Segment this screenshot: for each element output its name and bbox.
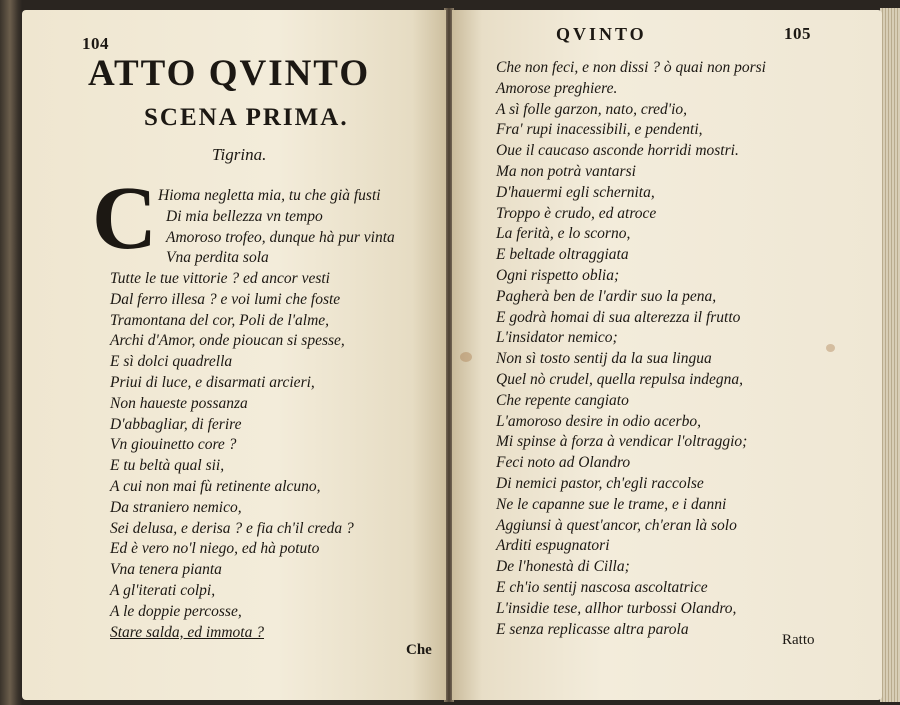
- ink-stain: [826, 344, 835, 352]
- cap-verse-lines: [158, 186, 395, 269]
- verse-line: La ferità, e lo scorno,: [496, 225, 631, 243]
- ink-stain: [460, 352, 472, 362]
- running-head: QVINTO: [556, 24, 647, 44]
- verse-line: De l'honestà di Cilla;: [496, 558, 630, 576]
- verse-line: Fra' rupi inacessibili, e pendenti,: [496, 121, 703, 139]
- verse-line: Hioma negletta mia, tu che già fusti: [158, 187, 381, 204]
- verse-line: Di mia bellezza vn tempo: [166, 207, 323, 225]
- right-page: [452, 10, 882, 700]
- verse-line: Feci noto ad Olandro: [496, 454, 631, 472]
- left-catchword: Che: [406, 642, 432, 658]
- verse-line: E senza replicasse altra parola: [496, 620, 689, 638]
- verse-line: Dal ferro illesa ? e voi lumi che foste: [110, 290, 341, 308]
- verse-line: D'abbagliar, di ferire: [110, 415, 242, 433]
- right-page-number: 105: [784, 24, 811, 43]
- verse-line: Da straniero nemico,: [110, 498, 242, 516]
- verse-line: Che non feci, e non dissi ? ò quai non porsi: [496, 59, 766, 76]
- right-verse-lines: [496, 58, 766, 640]
- verse-line: Oue il caucaso asconde horridi mostri.: [496, 142, 739, 160]
- verse-line: Troppo è crudo, ed atroce: [496, 204, 657, 222]
- verse-line: E sì dolci quadrella: [110, 353, 233, 371]
- verse-line: Priui di luce, e disarmati arcieri,: [110, 373, 315, 391]
- verse-line: Aggiunsi à quest'ancor, ch'eran là solo: [496, 516, 737, 534]
- scene-title: SCENA PRIMA.: [144, 104, 349, 131]
- verse-line: Quel nò crudel, quella repulsa indegna,: [496, 370, 743, 388]
- verse-line: E beltade oltraggiata: [496, 246, 629, 264]
- left-page: [22, 10, 446, 700]
- speaker-name: Tigrina.: [212, 145, 267, 164]
- verse-line: A gl'iterati colpi,: [110, 581, 216, 599]
- verse-line: E godrà homai di sua alterezza il frutto: [496, 308, 741, 326]
- verse-line: Vna perdita sola: [166, 249, 269, 267]
- verse-line: E tu beltà qual sii,: [110, 457, 225, 475]
- verse-line: D'hauermi egli schernita,: [496, 183, 655, 201]
- verse-line: Archi d'Amor, onde pioucan si spesse,: [110, 332, 345, 350]
- verse-line: Non haueste possanza: [110, 394, 248, 412]
- verse-line: Ogni rispetto oblia;: [496, 266, 620, 284]
- verse-line: Stare salda, ed immota ?: [110, 623, 264, 641]
- verse-line: Ne le capanne sue le trame, e i danni: [496, 495, 727, 513]
- left-verse-lines: [110, 269, 354, 643]
- verse-line: L'insidator nemico;: [496, 329, 618, 347]
- verse-line: E ch'io sentij nascosa ascoltatrice: [496, 578, 708, 596]
- verse-line: Sei delusa, e derisa ? e fia ch'il creda ?: [110, 519, 354, 537]
- verse-line: Pagherà ben de l'ardir suo la pena,: [496, 287, 717, 305]
- verse-line: A sì folle garzon, nato, cred'io,: [496, 100, 688, 118]
- verse-line: Vna tenera pianta: [110, 561, 222, 579]
- verse-line: Mi spinse à forza à vendicar l'oltraggio;: [496, 433, 748, 451]
- verse-line: Vn giouinetto core ?: [110, 436, 237, 454]
- verse-line: A le doppie percosse,: [110, 602, 242, 620]
- drop-cap: C: [92, 169, 157, 268]
- verse-line: L'amoroso desire in odio acerbo,: [496, 412, 701, 430]
- page-edges: [880, 8, 900, 702]
- verse-line: Ma non potrà vantarsi: [496, 162, 636, 180]
- verse-line: Amorose preghiere.: [496, 79, 618, 97]
- verse-line: Amoroso trofeo, dunque hà pur vinta: [166, 228, 395, 246]
- verse-line: L'insidie tese, allhor turbossi Olandro,: [496, 599, 737, 617]
- right-catchword: Ratto: [782, 632, 815, 648]
- verse-line: Di nemici pastor, ch'egli raccolse: [496, 474, 704, 492]
- left-page-number: 104: [82, 34, 109, 53]
- verse-line: Che repente cangiato: [496, 391, 629, 409]
- verse-line: Tramontana del cor, Poli de l'alme,: [110, 311, 330, 329]
- act-title: ATTO QVINTO: [88, 53, 371, 94]
- verse-line: A cui non mai fù retinente alcuno,: [110, 477, 321, 495]
- verse-line: Arditi espugnatori: [496, 537, 610, 555]
- verse-line: Tutte le tue vittorie ? ed ancor vesti: [110, 270, 330, 287]
- verse-line: Non sì tosto sentij da la sua lingua: [496, 350, 712, 368]
- verse-line: Ed è vero no'l niego, ed hà potuto: [110, 540, 320, 558]
